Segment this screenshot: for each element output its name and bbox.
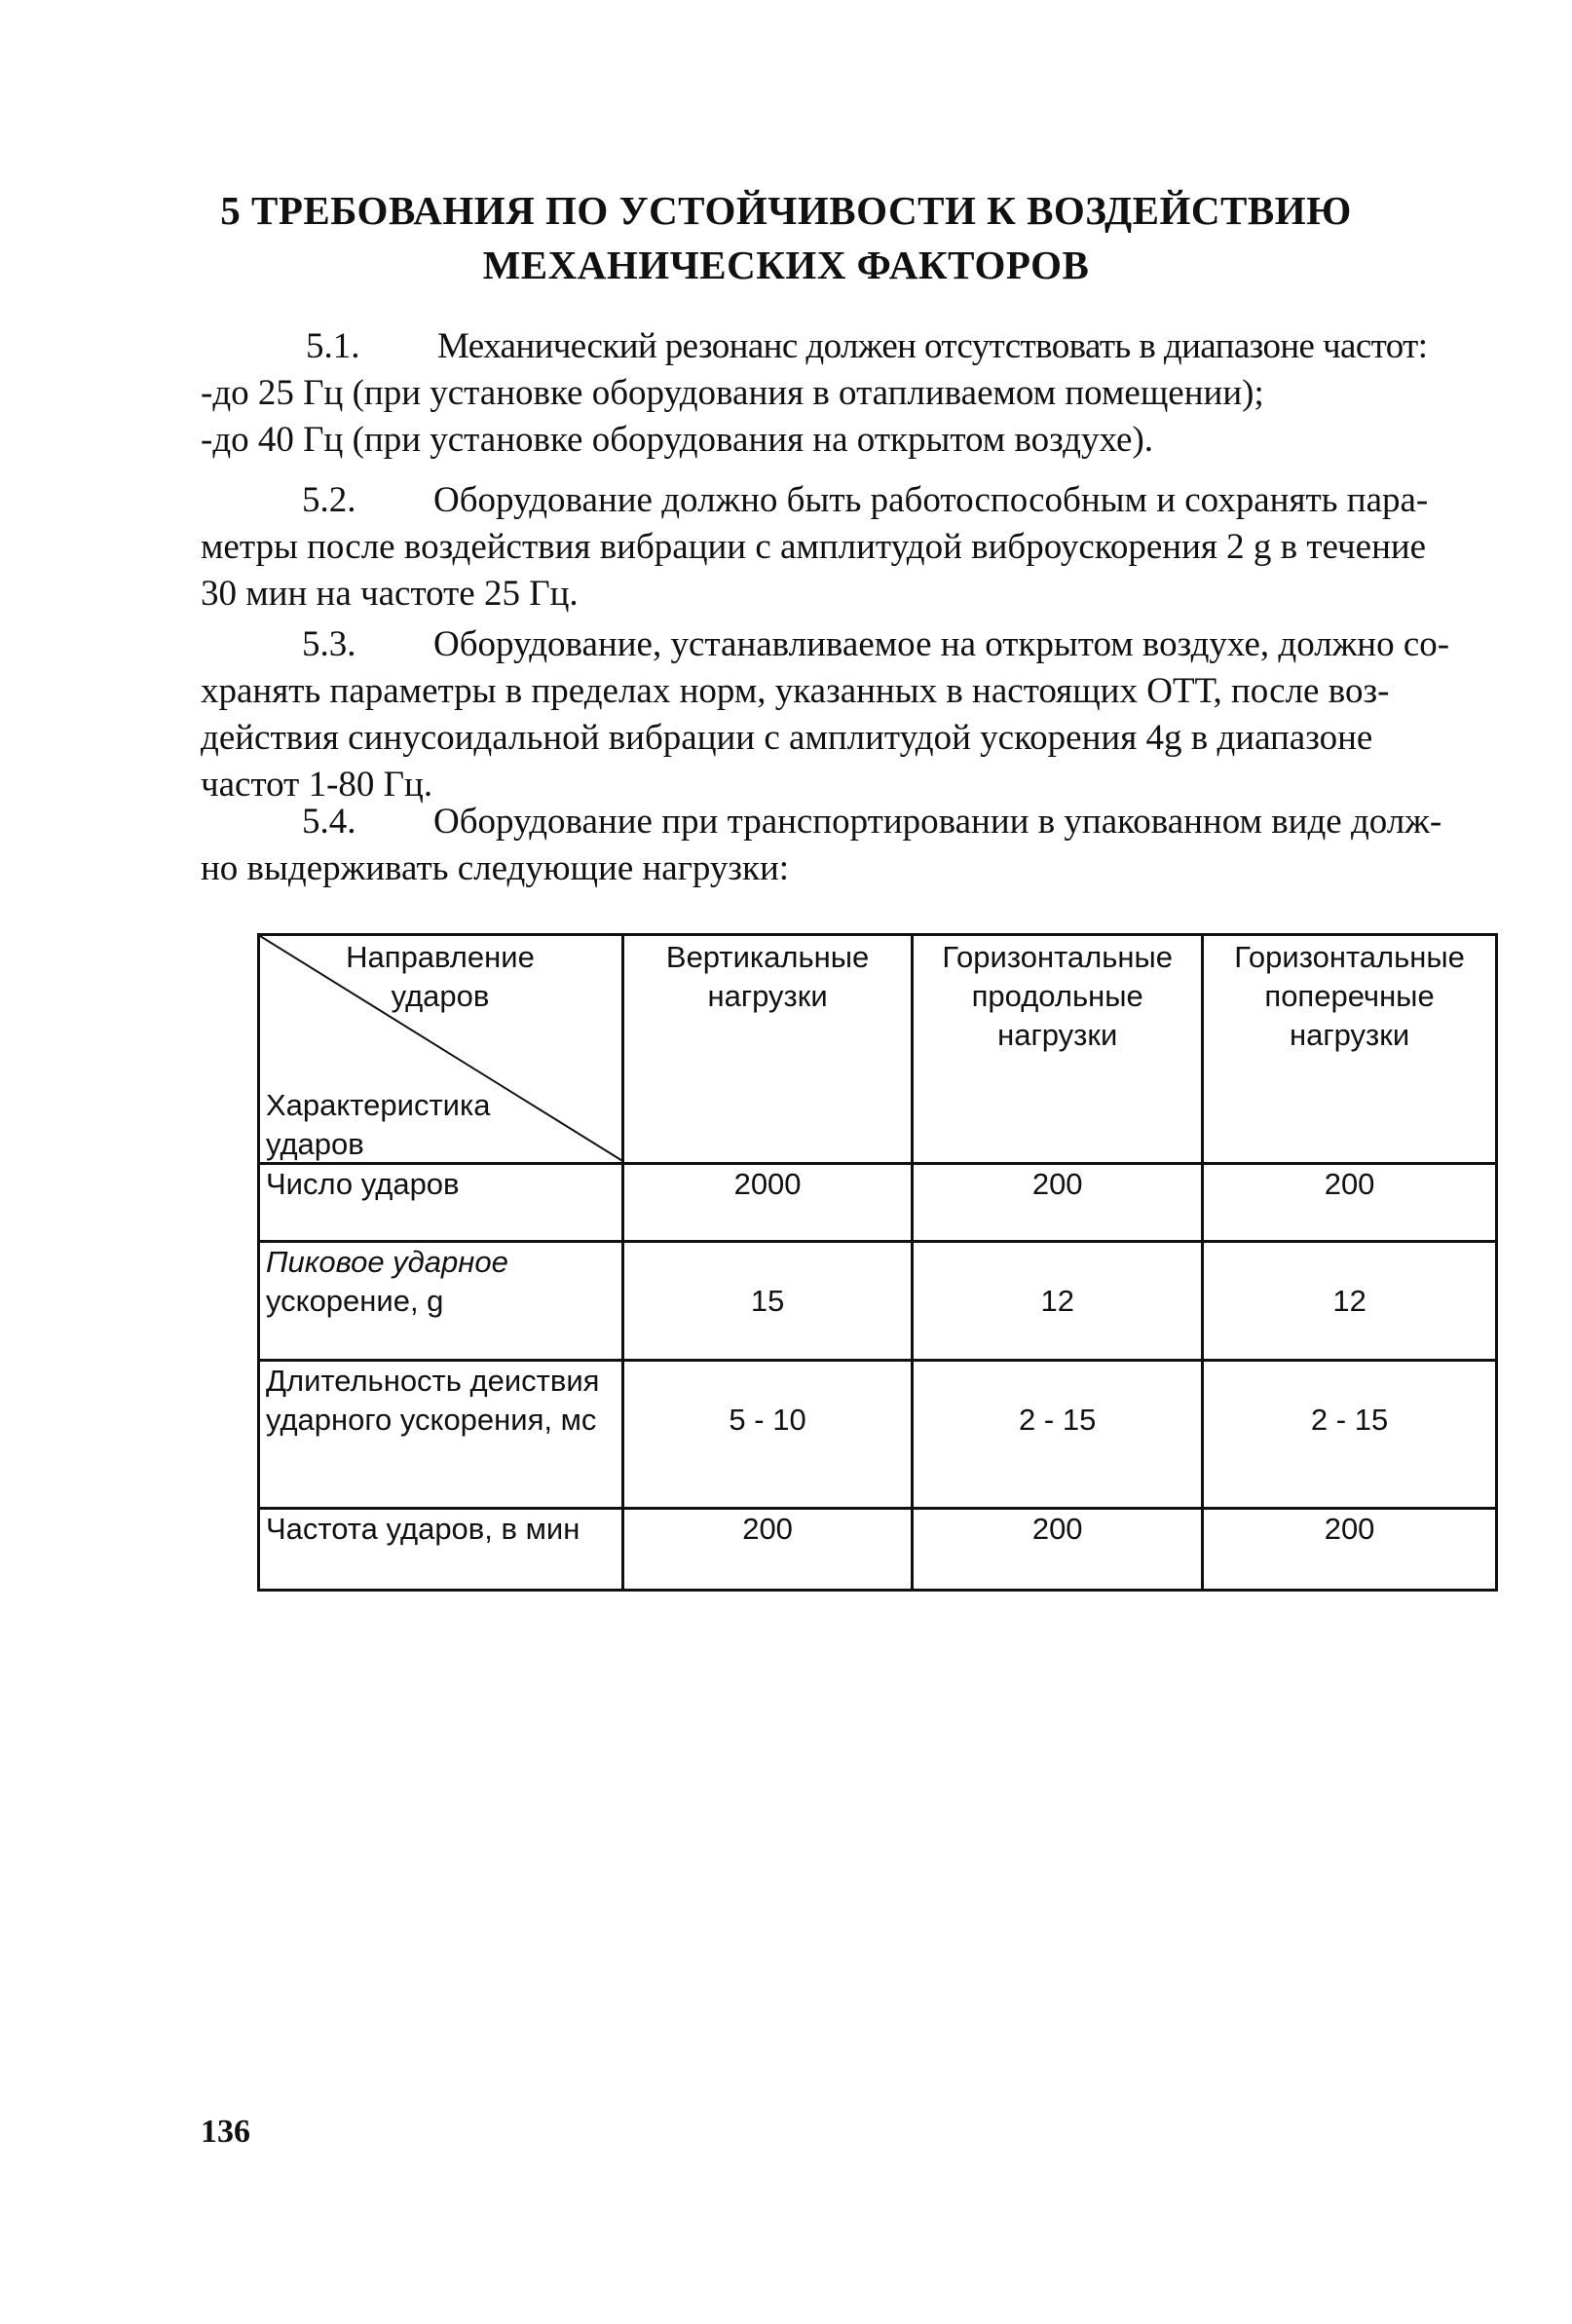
table-cell: 2 - 15 xyxy=(913,1361,1203,1509)
corner-top-label: Направление ударов xyxy=(346,940,535,1013)
table-cell: 200 xyxy=(913,1509,1203,1591)
table-row xyxy=(259,1509,1497,1591)
paragraph-5-4 xyxy=(201,799,1543,892)
paragraph-text: Оборудование должно быть работоспособным и сохранять пара- xyxy=(433,480,1429,520)
table-cell: 12 xyxy=(913,1242,1203,1361)
heading-line-1: 5 ТРЕБОВАНИЯ ПО УСТОЙЧИВОСТИ К ВОЗДЕЙСТВИЮ xyxy=(220,188,1352,233)
table-cell: 2000 xyxy=(622,1164,912,1242)
table-cell: 15 xyxy=(622,1242,912,1361)
paragraph-text: но выдерживать следующие нагрузки: xyxy=(201,848,790,888)
paragraph-number: 5.3. xyxy=(302,624,356,664)
table-cell: 200 xyxy=(1203,1509,1497,1591)
paragraph-text: действия синусоидальной вибрации с амплитудой ускорения 4g в диапазоне xyxy=(201,718,1373,758)
section-heading xyxy=(0,183,1572,292)
table-row xyxy=(259,1361,1497,1509)
column-header: Вертикальные нагрузки xyxy=(622,935,912,1164)
paragraph-text: Оборудование, устанавливаемое на открытом воздухе, должно со- xyxy=(433,624,1450,664)
list-item: -до 40 Гц (при установке оборудования на открытом воздухе). xyxy=(201,420,1154,460)
paragraph-5-1 xyxy=(201,323,1543,464)
paragraph-text: частот 1-80 Гц. xyxy=(201,765,433,805)
shock-loads-table xyxy=(257,933,1498,1592)
paragraph-text: метры после воздействия вибрации с амплитудой виброускорения 2 g в течение xyxy=(201,527,1427,567)
paragraph-number: 5.1. xyxy=(306,326,360,366)
table-cell: 5 - 10 xyxy=(622,1361,912,1509)
row-label: Число ударов xyxy=(259,1164,623,1242)
paragraph-number: 5.2. xyxy=(302,480,356,520)
row-label: Пиковое ударное ускорение, g xyxy=(259,1242,623,1361)
paragraph-text: хранять параметры в пределах норм, указанных в настоящих ОТТ, после воз- xyxy=(201,671,1390,711)
list-item: -до 25 Гц (при установке оборудования в отапливаемом помещении); xyxy=(201,373,1264,413)
table-header-row xyxy=(259,935,1497,1164)
column-header: Горизонтальные поперечные нагрузки xyxy=(1203,935,1497,1164)
corner-diagonal-cell xyxy=(259,935,623,1164)
table-row xyxy=(259,1242,1497,1361)
row-label: Частота ударов, в мин xyxy=(259,1509,623,1591)
paragraph-number: 5.4. xyxy=(302,802,356,842)
table-row xyxy=(259,1164,1497,1242)
table-cell: 200 xyxy=(1203,1164,1497,1242)
corner-bottom-label: Характеристика ударов xyxy=(266,1088,491,1161)
paragraph-text: Оборудование при транспортировании в упакованном виде долж- xyxy=(433,802,1442,842)
table-cell: 200 xyxy=(622,1509,912,1591)
table-cell: 200 xyxy=(913,1164,1203,1242)
paragraph-5-2 xyxy=(201,477,1543,618)
row-label: Длительность деиствия ударного ускорения, мс xyxy=(259,1361,623,1509)
paragraph-5-3 xyxy=(201,621,1543,808)
table-cell: 12 xyxy=(1203,1242,1497,1361)
table-cell: 2 - 15 xyxy=(1203,1361,1497,1509)
paragraph-text: Механический резонанс должен отсутствовать в диапазоне частот: xyxy=(437,326,1428,366)
heading-line-2: МЕХАНИЧЕСКИХ ФАКТОРОВ xyxy=(482,243,1090,287)
page-number: 136 xyxy=(201,2114,250,2150)
column-header: Горизонтальные продольные нагрузки xyxy=(913,935,1203,1164)
paragraph-text: 30 мин на частоте 25 Гц. xyxy=(201,574,579,614)
